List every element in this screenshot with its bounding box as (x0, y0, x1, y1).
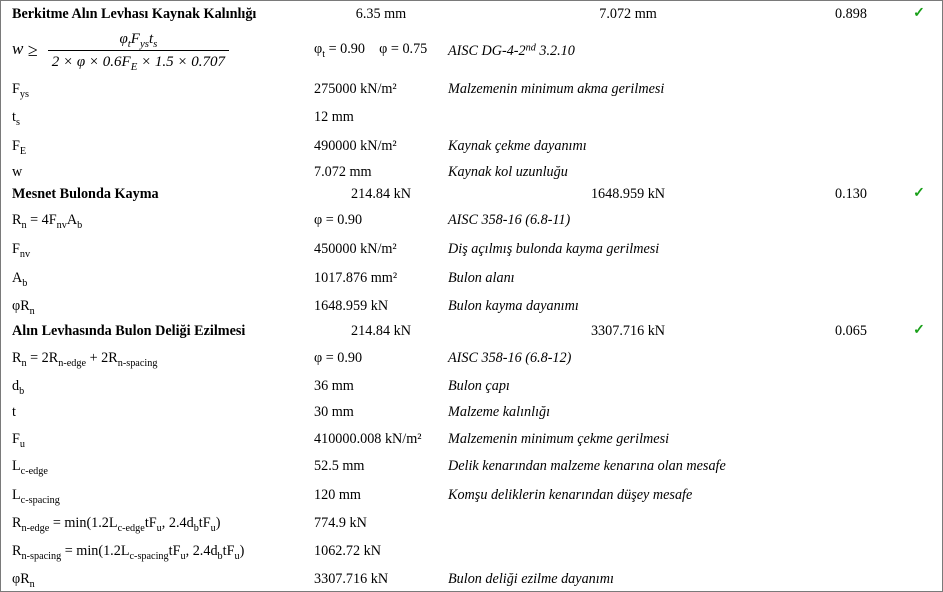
description: Diş açılmış bulonda kayma gerilmesi (448, 241, 660, 257)
reference-text: AISC DG-4-2nd 3.2.10 (448, 42, 575, 59)
value: 120 mm (314, 487, 361, 503)
value: 36 mm (314, 378, 354, 394)
section-title: Mesnet Bulonda Kayma (12, 186, 159, 202)
formula-lhs: w ≥ $\frac{\varphi_tF_{ys}t_s}{2 \times \varphi \times 0.6F_E \times 1.5 \times 0.707}$ (12, 25, 229, 74)
symbol: t (12, 404, 16, 420)
row-ts (1, 104, 942, 130)
value: 30 mm (314, 404, 354, 420)
row-rn-bearing (1, 345, 942, 371)
row-lc-edge (1, 453, 942, 479)
symbol: $F_u$ (12, 431, 25, 450)
symbol: $R_{n-spacing} = \min(1.2L_{c-spacing}tF_u$, $2.4d_btF_u$) (12, 543, 245, 562)
symbol: $\varphi R_n$ (12, 571, 35, 590)
value: 52.5 mm (314, 458, 365, 474)
symbol: $F_{nv}$ (12, 241, 31, 260)
row-rn-shear (1, 207, 942, 233)
symbol: $L_{c-edge}$ (12, 458, 48, 477)
capacity-value: 3307.716 kN (590, 323, 666, 339)
value: 774.9 kN (314, 515, 367, 531)
ratio-value: 0.130 (835, 186, 867, 202)
description: Bulon çapı (448, 378, 510, 394)
symbol: $t_s$ (12, 109, 20, 128)
symbol: $F_E$ (12, 138, 27, 157)
description: Bulon alanı (448, 270, 515, 286)
symbol: $L_{c-spacing}$ (12, 487, 60, 506)
check-icon: ✓ (913, 186, 925, 201)
value: 1017.876 mm² (314, 270, 398, 286)
symbol: $R_n = 2R_{n-edge} + 2R_{n-spacing}$ (12, 350, 158, 369)
row-db (1, 373, 942, 399)
description: Komşu deliklerin kenarından düşey mesafe (448, 487, 693, 503)
phi-factors: $\varphi_t = 0.90$ φ = 0.75 (314, 41, 428, 60)
section-title: Alın Levhasında Bulon Deliği Ezilmesi (12, 323, 246, 339)
value: 3307.716 kN (314, 571, 389, 587)
description: AISC 358-16 (6.8-11) (448, 212, 571, 228)
symbol: $d_b$ (12, 378, 25, 397)
formula-fraction (48, 30, 229, 71)
value: φ = 0.90 (314, 212, 363, 228)
row-phirn-shear (1, 293, 942, 319)
description: Malzeme kalınlığı (448, 404, 551, 420)
row-t (1, 399, 942, 425)
description: AISC 358-16 (6.8-12) (448, 350, 572, 366)
ratio-value: 0.898 (835, 6, 867, 22)
value: 275000 kN/m² (314, 81, 397, 97)
row-phirn-bearing (1, 566, 942, 592)
description: Delik kenarından malzeme kenarına olan mesafe (448, 458, 726, 474)
section-header-bolt-bearing (1, 318, 942, 344)
ratio-value: 0.065 (835, 323, 867, 339)
section-header-weld-thickness (1, 1, 942, 27)
formula-numerator: $\varphi_tF_{ys}t_s$ (119, 30, 158, 50)
symbol: $A_b$ (12, 270, 28, 289)
row-ab (1, 265, 942, 291)
symbol: $\varphi R_n$ (12, 298, 35, 317)
symbol: $R_{n-edge} = \min(1.2L_{c-edge}tF_u$, $2.4d_btF_u$) (12, 515, 221, 534)
row-fu (1, 426, 942, 452)
value: 490000 kN/m² (314, 138, 397, 154)
demand-value: 6.35 mm (355, 6, 407, 22)
check-icon: ✓ (913, 6, 925, 21)
section-header-bolt-shear (1, 181, 942, 207)
value: 1062.72 kN (314, 543, 381, 559)
row-rn-edge (1, 510, 942, 536)
check-icon: ✓ (913, 323, 925, 338)
value: 7.072 mm (314, 164, 372, 180)
row-fe (1, 133, 942, 159)
description: Kaynak çekme dayanımı (448, 138, 587, 154)
description: Bulon kayma dayanımı (448, 298, 579, 314)
value: 410000.008 kN/m² (314, 431, 422, 447)
formula-denominator: $2 \times \varphi \times 0.6F_E \times 1.5 \times 0.707$ (48, 50, 229, 71)
value: φ = 0.90 (314, 350, 363, 366)
symbol: w (12, 164, 23, 180)
demand-value: 214.84 kN (351, 186, 411, 202)
row-lc-spacing (1, 482, 942, 508)
description: Malzemenin minimum akma gerilmesi (448, 81, 665, 97)
section-title: Berkitme Alın Levhası Kaynak Kalınlığı (12, 6, 257, 22)
capacity-value: 1648.959 kN (590, 186, 666, 202)
formula-row (1, 25, 942, 73)
value: 12 mm (314, 109, 354, 125)
capacity-value: 7.072 mm (599, 6, 657, 22)
demand-value: 214.84 kN (351, 323, 411, 339)
value: 450000 kN/m² (314, 241, 397, 257)
symbol: $R_n = 4F_{nv}A_b$ (12, 212, 83, 231)
description: Bulon deliği ezilme dayanımı (448, 571, 614, 587)
row-fys (1, 76, 942, 102)
description: Malzemenin minimum çekme gerilmesi (448, 431, 670, 447)
value: 1648.959 kN (314, 298, 389, 314)
description: Kaynak kol uzunluğu (448, 164, 568, 180)
symbol: $F_{ys}$ (12, 81, 29, 100)
row-rn-spacing (1, 538, 942, 564)
row-fnv (1, 236, 942, 262)
